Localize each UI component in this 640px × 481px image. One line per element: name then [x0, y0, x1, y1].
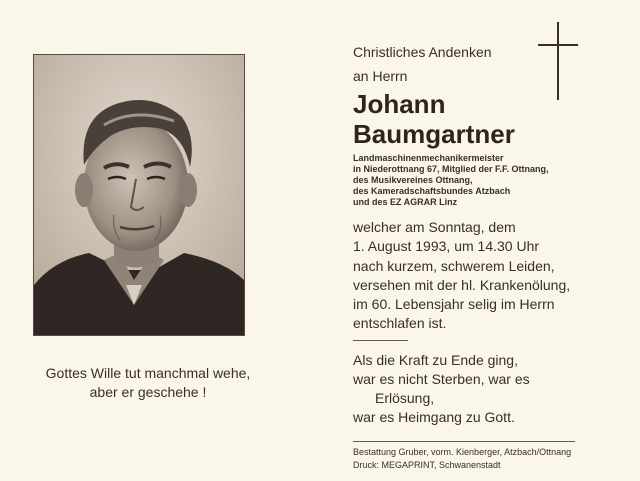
poem-line: war es Heimgang zu Gott.	[353, 409, 515, 425]
cross-icon	[538, 22, 578, 102]
footer	[353, 446, 613, 472]
footer-line: Druck: MEGAPRINT, Schwanenstadt	[353, 460, 501, 470]
poem	[353, 351, 623, 427]
heading-line1: Christliches Andenken	[353, 44, 492, 60]
title-line: und des EZ AGRAR Linz	[353, 197, 458, 207]
left-quote-line: Gottes Wille tut manchmal wehe,	[45, 365, 251, 381]
poem-line: Erlösung,	[375, 390, 435, 406]
titles-block	[353, 153, 603, 208]
poem-line: war es nicht Sterben, war es	[353, 371, 530, 387]
death-line: im 60. Lebensjahr selig im Herrn	[353, 296, 555, 313]
title-line: in Niederottnang 67, Mitglied der F.F. Ottnang,	[353, 164, 549, 174]
last-name: Baumgartner	[353, 119, 515, 149]
death-line: versehen mit der hl. Krankenölung,	[353, 276, 571, 293]
death-line: 1. August 1993, um 14.30 Uhr	[353, 238, 540, 255]
left-quote-line: aber er geschehe !	[89, 384, 207, 400]
death-line: entschlafen ist.	[353, 315, 447, 332]
death-line: nach kurzem, schwerem Leiden,	[353, 257, 555, 274]
left-quote	[33, 364, 263, 402]
death-notice	[353, 218, 623, 334]
portrait-photo	[33, 54, 245, 336]
death-line: welcher am Sonntag, dem	[353, 219, 516, 235]
heading-line2: an Herrn	[353, 68, 408, 84]
title-line: des Musikvereines Ottnang,	[353, 175, 473, 185]
title-line: Landmaschinenmechanikermeister	[353, 153, 504, 163]
portrait-image	[34, 55, 244, 335]
poem-line: Als die Kraft zu Ende ging,	[353, 352, 518, 368]
divider	[353, 340, 408, 341]
footer-line: Bestattung Gruber, vorm. Kienberger, Atzbach/Ottnang	[353, 447, 572, 457]
title-line: des Kameradschaftsbundes Atzbach	[353, 186, 511, 196]
first-name: Johann	[353, 89, 446, 119]
footer-divider	[353, 441, 575, 442]
